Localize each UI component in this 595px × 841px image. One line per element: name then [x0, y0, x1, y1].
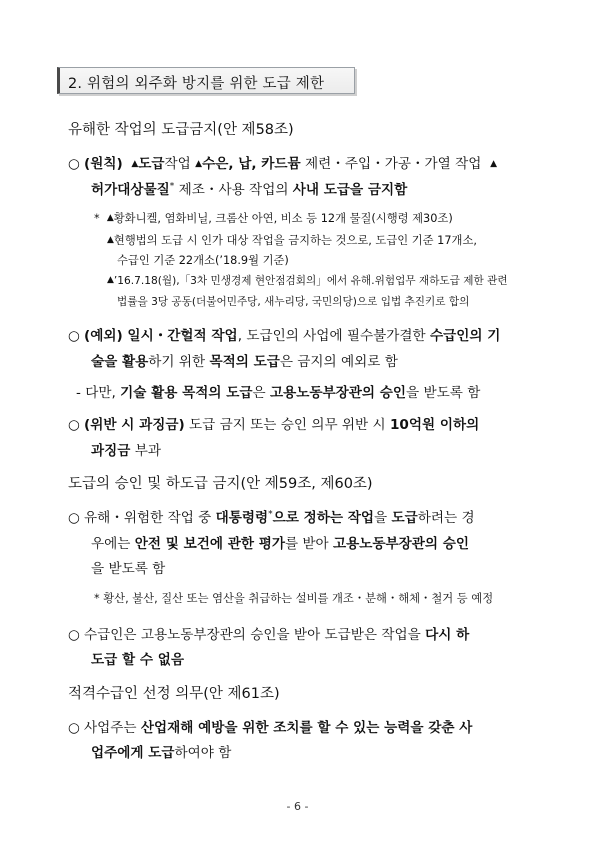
triangle-bullet-icon: ▲	[131, 159, 139, 169]
text-bold: 도급 할 수 없음	[91, 652, 184, 668]
text-bold: 수급인의 기	[430, 328, 501, 344]
section-title: 2. 위험의 외주화 방지를 위한 도급 제한	[68, 76, 325, 92]
triangle-bullet-icon: ▲	[107, 235, 114, 245]
text: 도급 금지 또는 승인 의무 위반 시	[184, 417, 390, 433]
triangle-bullet-icon: ▲	[106, 213, 114, 223]
text-bold: 허가대상물질	[91, 182, 170, 198]
page-number: - 6 -	[286, 800, 309, 813]
text: 수급인은 고용노동부장관의 승인을 받아 도급받은 작업을	[84, 627, 426, 643]
text-bold: 일시・간헐적 작업	[122, 328, 238, 344]
text: 은	[252, 385, 270, 401]
text-bold: 술을 활용	[91, 354, 149, 370]
text: 은 금지의 예외로 함	[279, 354, 398, 370]
footnote-mark: *	[268, 509, 273, 520]
text: 사업주는	[84, 720, 141, 736]
subcontract-line-2	[91, 648, 184, 668]
footnote-mark: *	[169, 181, 175, 192]
circle-bullet-icon: ○	[68, 510, 80, 526]
text-bold: 과징금	[91, 443, 131, 459]
note-line-5: 법률을 3당 공동(더불어민주당, 새누리당, 국민의당)으로 입법 추진키로 합의	[117, 296, 470, 308]
subcontract-line-1	[68, 623, 469, 643]
subsection-heading-3: 적격수급인 선정 의무(안 제61조)	[68, 686, 280, 702]
qualified-line-2	[91, 741, 231, 761]
exception-line-2	[91, 350, 398, 370]
triangle-bullet-icon: ▲	[107, 275, 114, 285]
text: 을 받도록 함	[406, 385, 481, 401]
text: 제련・주입・가공・가열 작업	[300, 156, 482, 172]
text-bold: 산업재해 예방을 위한 조치를 할 수 있는 능력을 갖춘 사	[140, 720, 473, 736]
text: 우에는	[91, 536, 135, 552]
subsection-heading-1: 유해한 작업의 도급금지(안 제58조)	[68, 122, 294, 138]
approval-line-2	[91, 532, 469, 552]
text: 하기 위한	[148, 354, 210, 370]
note-line-3: 수급인 기준 22개소(’18.9월 기준)	[117, 254, 289, 267]
text-bold: 대통령령	[215, 510, 269, 526]
text-bold: 도급	[138, 156, 165, 172]
note-line-4	[107, 273, 508, 288]
circle-bullet-icon: ○	[68, 417, 80, 433]
circle-bullet-icon: ○	[68, 156, 80, 172]
text-bold: 으로 정하는 작업	[272, 510, 375, 526]
text: 를 받아	[284, 536, 334, 552]
circle-bullet-icon: ○	[68, 720, 80, 736]
text: 하려는 경	[417, 510, 475, 526]
label-principle: (원칙)	[84, 156, 123, 172]
qualified-line-1	[68, 716, 472, 736]
circle-bullet-icon: ○	[68, 627, 80, 643]
approval-line-3: 을 받도록 함	[91, 561, 166, 577]
text-bold: 목적의 도급	[209, 354, 280, 370]
approval-note: * 황산, 불산, 질산 또는 염산을 취급하는 설비를 개조・분해・해체・철거 등 예정	[94, 592, 494, 605]
section-title-box	[57, 67, 355, 94]
text-bold: 다시 하	[425, 627, 470, 643]
note-line-1	[94, 210, 453, 226]
penalty-line-1	[68, 413, 479, 433]
text: , 도급인의 사업에 필수불가결한	[237, 328, 431, 344]
text-bold: 10억원 이하의	[389, 417, 480, 433]
dash-line	[76, 381, 480, 401]
asterisk-icon: *	[94, 212, 100, 225]
text-bold: 기술 활용 목적의 도급	[120, 385, 253, 401]
circle-bullet-icon: ○	[68, 328, 80, 344]
note-text: 황화니켈, 염화비닐, 크롬산 아연, 비소 등 12개 물질(시행령 제30조)	[113, 212, 453, 225]
note-text: 현행법의 도급 시 인가 대상 작업을 금지하는 것으로, 도급인 기준 17개소,	[113, 234, 477, 247]
text-bold: 업주에게 도급	[91, 745, 175, 761]
text-bold: 사내 도급을 금지함	[292, 182, 408, 198]
penalty-line-2	[91, 439, 161, 459]
label-exception: (예외)	[84, 328, 123, 344]
principle-line-2	[91, 178, 407, 198]
principle-line-1	[68, 152, 497, 172]
text: 하여야 함	[174, 745, 232, 761]
note-line-2	[107, 232, 477, 248]
text-bold: 도급	[391, 510, 418, 526]
text-bold: 안전 및 보건에 관한 평가	[134, 536, 285, 552]
text: 부과	[130, 443, 161, 459]
text: 제조・사용 작업의	[174, 182, 293, 198]
triangle-bullet-icon: ▲	[490, 159, 497, 169]
subsection-heading-2: 도급의 승인 및 하도급 금지(안 제59조, 제60조)	[68, 476, 373, 492]
exception-line-1	[68, 324, 500, 344]
text-bold: 고용노동부장관의 승인	[269, 385, 407, 401]
label-penalty: (위반 시 과징금)	[84, 417, 185, 433]
text-bold: 수은, 납, 카드뮴	[202, 156, 301, 172]
text: 을	[374, 510, 392, 526]
text: - 다만,	[76, 385, 121, 401]
text: 작업	[164, 156, 191, 172]
approval-line-1	[68, 506, 475, 526]
text: 유해・위험한 작업 중	[84, 510, 216, 526]
note-text: ’16.7.18(월),「3차 민생경제 현안점검회의」에서 유해․위험업무 재하도급 제한 관련	[113, 275, 508, 287]
text-bold: 고용노동부장관의 승인	[333, 536, 470, 552]
triangle-bullet-icon: ▲	[195, 159, 203, 169]
